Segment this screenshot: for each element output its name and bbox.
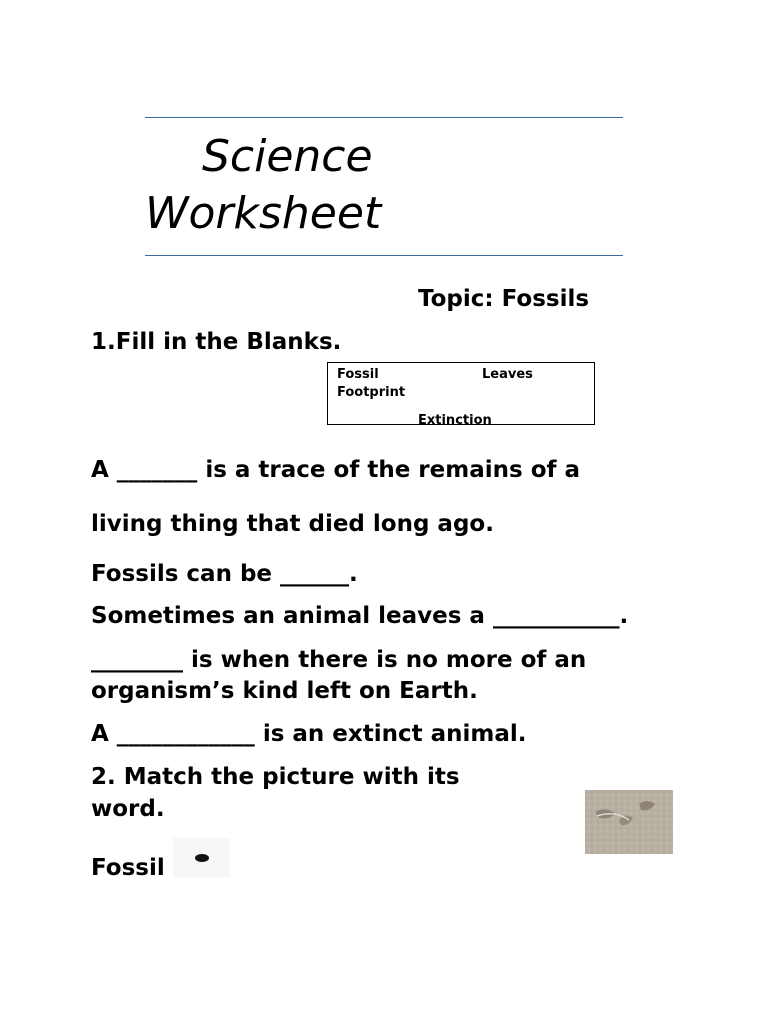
section-1-heading: 1.Fill in the Blanks.	[91, 329, 342, 355]
footprint-picture	[585, 790, 673, 854]
fossil-picture	[173, 838, 230, 877]
top-rule	[145, 117, 623, 118]
match-word-fossil: Fossil	[91, 855, 165, 881]
word-bank	[327, 362, 595, 425]
page-title	[145, 128, 545, 242]
section-2-heading-line-2: word.	[91, 796, 165, 822]
sentence-4b: organism’s kind left on Earth.	[91, 678, 478, 704]
topic-label: Topic: Fossils	[418, 286, 590, 312]
section-2-heading-line-1: 2. Match the picture with its	[91, 764, 460, 790]
word-bank-item: Extinction	[418, 413, 492, 425]
sentence-5: A ____________ is an extinct animal.	[91, 721, 527, 747]
sentence-4a: ________ is when there is no more of an	[91, 647, 587, 673]
sentence-2: Fossils can be ______.	[91, 561, 358, 587]
word-bank-item: Fossil	[337, 367, 379, 382]
sentence-3: Sometimes an animal leaves a ___________.	[91, 603, 629, 629]
title-line-1: Science	[202, 131, 373, 182]
bottom-rule	[145, 255, 623, 256]
title-line-2: Worksheet	[145, 188, 382, 239]
sentence-1b: living thing that died long ago.	[91, 511, 494, 537]
sentence-1a: A _______ is a trace of the remains of a	[91, 457, 581, 483]
word-bank-item: Leaves	[482, 367, 533, 382]
word-bank-item: Footprint	[337, 385, 406, 400]
